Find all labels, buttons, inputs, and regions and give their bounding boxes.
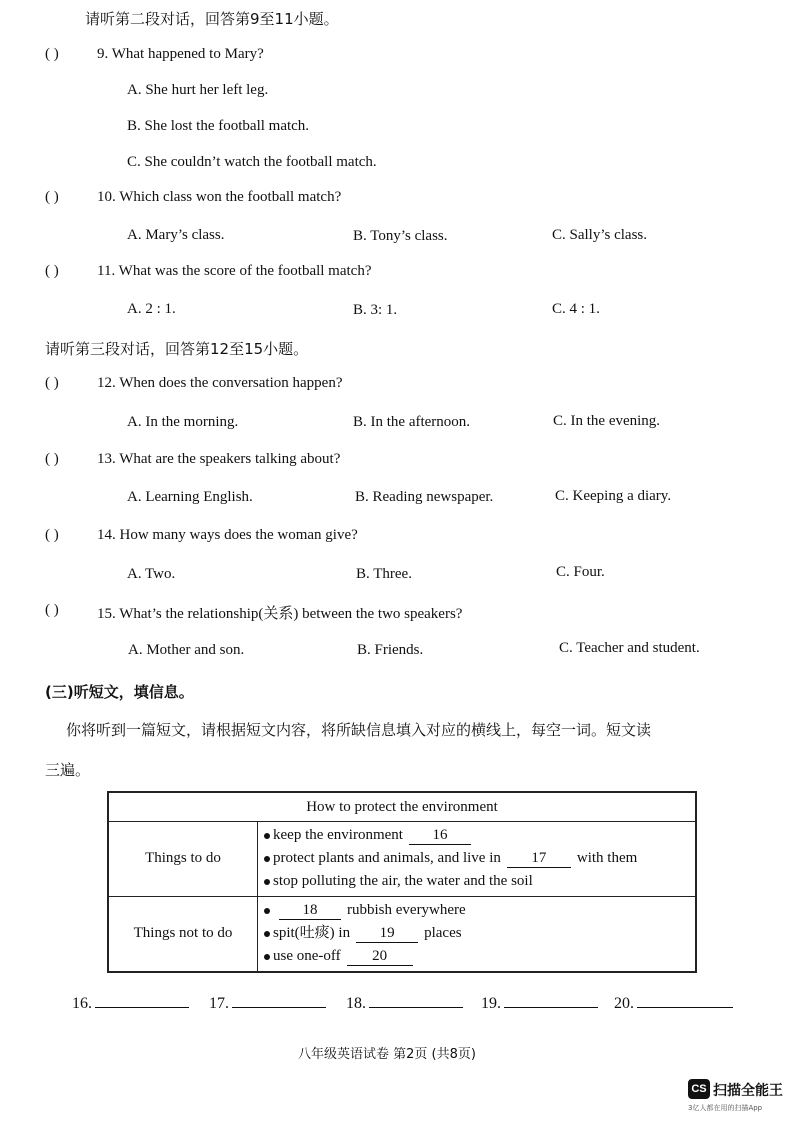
question-13-stem: 13. What are the speakers talking about? [97, 451, 341, 467]
q13-option-a: A. Learning English. [127, 489, 253, 505]
answer-16-line[interactable] [95, 993, 189, 1008]
answer-20-label: 20. [614, 995, 634, 1012]
answer-18-line[interactable] [369, 993, 463, 1008]
item-spit: spit(吐痰) in [273, 925, 351, 942]
q13-option-c: C. Keeping a diary. [555, 488, 672, 504]
answer-bracket-q15[interactable]: ( ) [45, 602, 59, 618]
things-to-do-label: Things to do [108, 822, 258, 897]
blank-18[interactable]: 18 [279, 901, 341, 920]
q13-option-b: B. Reading newspaper. [355, 489, 494, 505]
answer-bracket-q13[interactable]: ( ) [45, 451, 59, 467]
q15-option-c: C. Teacher and student. [559, 640, 700, 656]
blank-20[interactable]: 20 [347, 947, 413, 966]
watermark-title: 扫描全能王 [713, 1083, 783, 1099]
q14-option-c: C. Four. [556, 564, 605, 580]
answer-bracket-q12[interactable]: ( ) [45, 375, 59, 391]
question-9-stem: 9. What happened to Mary? [97, 46, 264, 62]
part3-instruction-line2: 三遍。 [45, 761, 91, 779]
item-use-one-off: use one-off [273, 948, 341, 965]
q10-option-b: B. Tony’s class. [353, 228, 448, 244]
part3-heading: (三)听短文，填信息。 [45, 683, 194, 701]
answer-20-line[interactable] [637, 993, 733, 1008]
things-to-do-cell [258, 822, 697, 897]
answer-bracket-q11[interactable]: ( ) [45, 263, 59, 279]
watermark-subtitle: 3亿人都在用的扫描App [688, 1104, 763, 1112]
q14-option-a: A. Two. [127, 566, 176, 582]
answer-19-label: 19. [481, 995, 501, 1012]
answer-16-label: 16. [72, 995, 92, 1012]
page-footer: 八年级英语试卷 第2页 (共8页) [298, 1047, 476, 1062]
answer-16[interactable] [72, 993, 189, 1013]
table-title: How to protect the environment [108, 792, 696, 822]
q9-option-c: C. She couldn’t watch the football match. [127, 154, 377, 170]
item-protect-plants: protect plants and animals, and live in [273, 850, 501, 867]
q11-option-b: B. 3: 1. [353, 302, 398, 318]
answer-19-line[interactable] [504, 993, 598, 1008]
bullet-icon [264, 931, 270, 937]
answer-bracket-q9[interactable]: ( ) [45, 46, 59, 62]
q12-option-a: A. In the morning. [127, 414, 239, 430]
answer-18[interactable] [346, 993, 463, 1013]
bullet-icon [264, 879, 270, 885]
bullet-icon [264, 954, 270, 960]
q12-option-c: C. In the evening. [553, 413, 661, 429]
question-12-stem: 12. When does the conversation happen? [97, 375, 343, 391]
blank-19[interactable]: 19 [356, 924, 418, 943]
item-stop-polluting: stop polluting the air, the water and the soil [273, 873, 533, 890]
q9-option-b: B. She lost the football match. [127, 118, 310, 134]
item-places: places [424, 925, 462, 942]
q14-option-b: B. Three. [356, 566, 412, 582]
q10-option-a: A. Mary’s class. [127, 227, 225, 243]
part3-instruction-line1: 你将听到一篇短文，请根据短文内容，将所缺信息填入对应的横线上，每空一词。短文读 [66, 721, 652, 739]
question-14-stem: 14. How many ways does the woman give? [97, 527, 358, 543]
answer-bracket-q10[interactable]: ( ) [45, 189, 59, 205]
question-11-stem: 11. What was the score of the football match? [97, 263, 372, 279]
environment-info-table [107, 791, 697, 973]
answer-20[interactable] [614, 993, 733, 1013]
item-with-them: with them [576, 850, 638, 867]
q9-option-a: A. She hurt her left leg. [127, 82, 269, 98]
q15-option-b: B. Friends. [357, 642, 424, 658]
section3-instruction: 请听第三段对话，回答第12至15小题。 [45, 340, 309, 358]
things-not-to-do-cell [258, 896, 697, 972]
answer-17-label: 17. [209, 995, 229, 1012]
q10-option-c: C. Sally’s class. [552, 227, 648, 243]
answer-17-line[interactable] [232, 993, 326, 1008]
answer-bracket-q14[interactable]: ( ) [45, 527, 59, 543]
blank-17[interactable]: 17 [507, 849, 571, 868]
things-not-to-do-label: Things not to do [108, 896, 258, 972]
q15-option-a: A. Mother and son. [128, 642, 245, 658]
answer-17[interactable] [209, 993, 326, 1013]
answer-19[interactable] [481, 993, 598, 1013]
q12-option-b: B. In the afternoon. [353, 414, 471, 430]
bullet-icon [264, 833, 270, 839]
blank-16[interactable]: 16 [409, 826, 471, 845]
item-keep-environment: keep the environment [273, 827, 403, 844]
answer-18-label: 18. [346, 995, 366, 1012]
bullet-icon [264, 908, 270, 914]
camscanner-logo-icon: CS [688, 1079, 710, 1099]
question-15-stem: 15. What’s the relationship(关系) between the two speakers? [97, 606, 463, 622]
bullet-icon [264, 856, 270, 862]
item-rubbish: rubbish everywhere [347, 902, 466, 919]
q11-option-c: C. 4 : 1. [552, 301, 600, 317]
question-10-stem: 10. Which class won the football match? [97, 189, 342, 205]
section2-instruction: 请听第二段对话，回答第9至11小题。 [85, 10, 339, 28]
q11-option-a: A. 2 : 1. [127, 301, 176, 317]
